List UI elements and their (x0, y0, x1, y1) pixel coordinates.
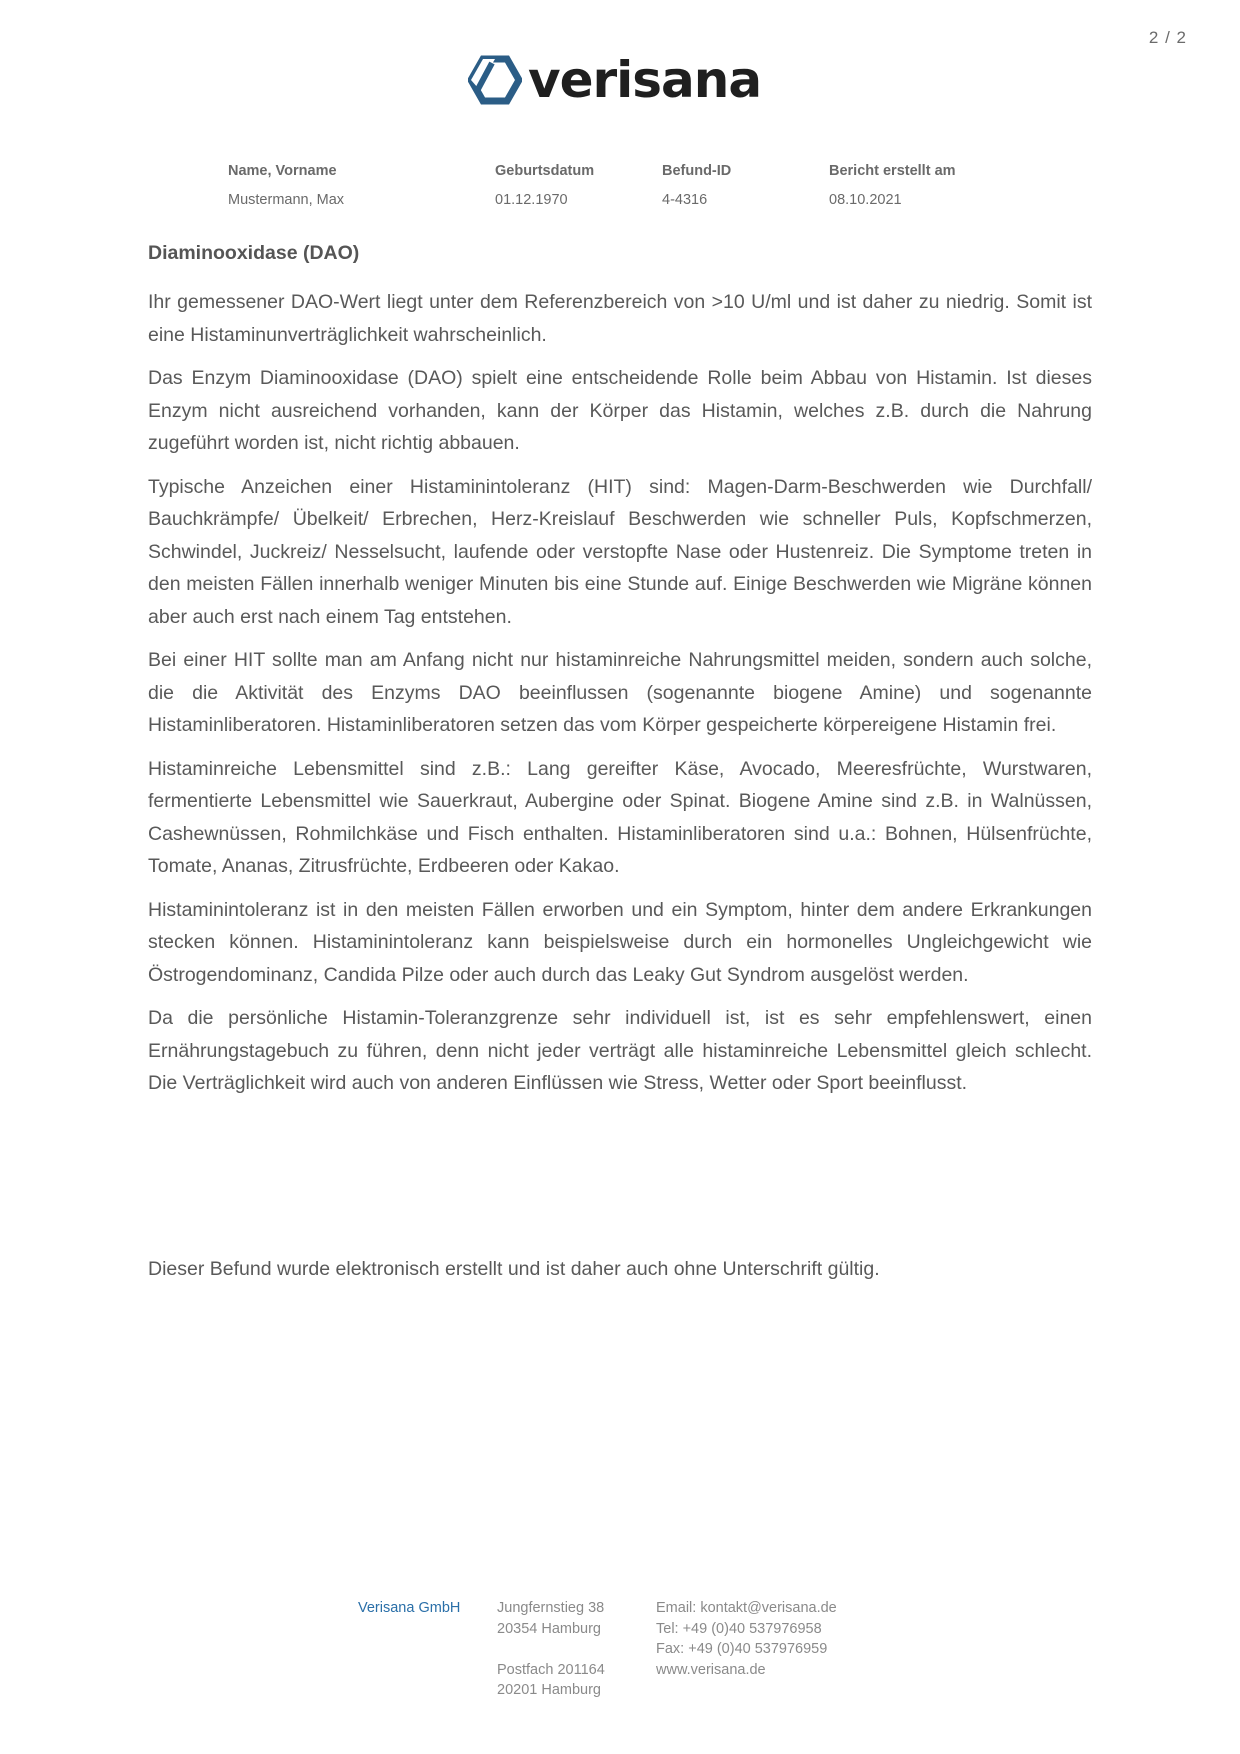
paragraph-foods: Histaminreiche Lebensmittel sind z.B.: Lang gereifter Käse, Avocado, Meeresfrüchte, Wurstwaren, fermentierte Lebensmittel wie Sauerkraut, Aubergine oder Spinat. Biogene Amine sind z.B. in Walnüssen, Cashewnüssen, Rohmilchkäse und Fisch enthalten. Histaminliberatoren sind u.a.: Bohnen, Hülsenfrüchte, Tomate, Ananas, Zitrusfrüchte, Erdbeeren oder Kakao. (148, 757, 1092, 877)
paragraph-diary: Da die persönliche Histamin-Toleranzgrenze sehr individuell ist, ist es sehr empfehlenswert, einen Ernährungstagebuch zu führen, denn nicht jeder verträgt alle histaminreiche Lebensmittel gleich schlecht. Die Verträglichkeit wird auch von anderen Einflüssen wie Stress, Wetter oder Sport beeinflusst. (148, 1007, 1092, 1094)
footer-company: Verisana GmbH (358, 1600, 461, 1616)
birthdate-value: 01.12.1970 (495, 192, 568, 208)
footer-fax: Fax: +49 (0)40 537976959 (656, 1641, 828, 1657)
paragraph-symptoms: Typische Anzeichen einer Histaminintoleranz (HIT) sind: Magen-Darm-Beschwerden wie Durchfall/ Bauchkrämpfe/ Übelkeit/ Erbrechen, Herz-Kreislauf Beschwerden wie schneller Puls, Kopfschmerzen, Schwindel, Juckreiz/ Nesselsucht, laufende oder verstopfte Nase oder Hustenreiz. Die Symptome treten in den meisten Fällen innerhalb weniger Minuten bis eine Stunde auf. Einige Beschwerden wie Migräne können aber auch erst nach einem Tag entstehen. (148, 475, 1092, 628)
verisana-hexagon-logo-icon (468, 55, 522, 105)
footer-email: Email: kontakt@verisana.de (656, 1600, 837, 1616)
birthdate-header: Geburtsdatum (495, 163, 595, 179)
patient-name-header: Name, Vorname (228, 163, 337, 179)
footer-city: 20354 Hamburg (497, 1620, 601, 1637)
patient-name-value: Mustermann, Max (228, 192, 345, 208)
page-number: 2 / 2 (1148, 28, 1187, 47)
report-id-value: 4-4316 (662, 192, 708, 208)
report-id-column (662, 160, 731, 211)
footer-tel: Tel: +49 (0)40 537976958 (656, 1620, 822, 1637)
closing-note: Dieser Befund wurde elektronisch erstellt und ist daher auch ohne Unterschrift gültig. (148, 1258, 880, 1280)
paragraph-causes: Histaminintoleranz ist in den meisten Fällen erworben und ein Symptom, hinter dem andere Erkrankungen stecken können. Histaminintoleranz kann beispielsweise durch ein hormonelles Ungleichgewicht wie Östrogendominanz, Candida Pilze oder auch durch das Leaky Gut Syndrom ausgelöst werden. (148, 898, 1092, 986)
footer-street: Jungfernstieg 38 (497, 1600, 605, 1616)
report-id-header: Befund-ID (662, 163, 732, 179)
report-body (148, 236, 1092, 1111)
logo-wordmark: verisana (528, 51, 762, 109)
footer-po-city: 20201 Hamburg (497, 1682, 601, 1698)
report-date-value: 08.10.2021 (829, 192, 902, 208)
footer-po-box: Postfach 201164 (497, 1661, 605, 1678)
paragraph-enzyme: Das Enzym Diaminooxidase (DAO) spielt eine entscheidende Rolle beim Abbau von Histamin. Ist dieses Enzym nicht ausreichend vorhanden, kann der Körper das Histamin, welches z.B. durch die Nahrung zugeführt worden ist, nicht richtig abbauen. (148, 367, 1092, 454)
paragraph-result: Ihr gemessener DAO-Wert liegt unter dem Referenzbereich von >10 U/ml und ist daher zu niedrig. Somit ist eine Histaminunverträglichkeit wahrscheinlich. (148, 291, 1092, 346)
footer-web: www.verisana.de (656, 1661, 766, 1678)
birthdate-column (495, 160, 594, 211)
logo (468, 52, 761, 108)
patient-name-column (228, 160, 344, 211)
footer-address (497, 1598, 605, 1701)
section-title: Diaminooxidase (DAO) (148, 242, 360, 264)
report-date-column (829, 160, 956, 211)
footer-contact (656, 1598, 837, 1680)
paragraph-avoidance: Bei einer HIT sollte man am Anfang nicht nur histaminreiche Nahrungsmittel meiden, sondern auch solche, die die Aktivität des Enzyms DAO beeinflussen (sogenannte biogene Amine) und sogenannte Histaminliberatoren. Histaminliberatoren setzen das vom Körper gespeicherte körpereigene Histamin frei. (148, 649, 1092, 736)
report-date-header: Bericht erstellt am (829, 163, 956, 179)
